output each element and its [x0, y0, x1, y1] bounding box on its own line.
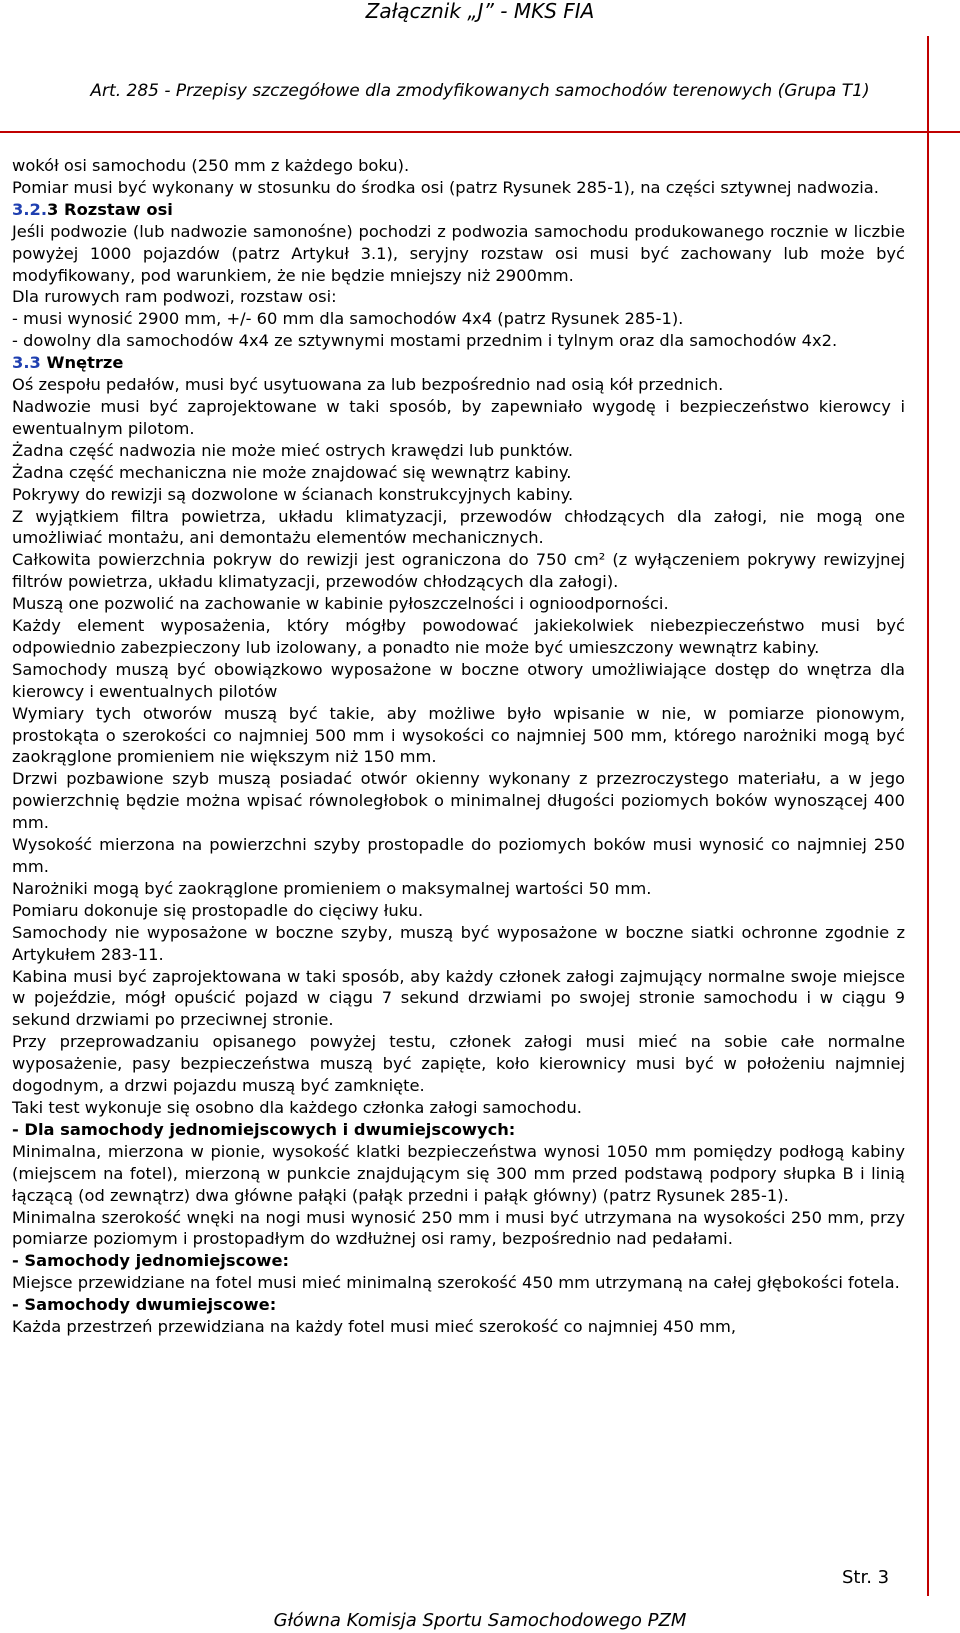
paragraph: Całkowita powierzchnia pokryw do rewizji jest ograniczona do 750 cm² (z wyłączeniem pokrywy rewizyjnej filtrów powietrza, układu klimatyzacji, przewodów chłodzących dla załogi).	[12, 550, 905, 592]
paragraph: Wymiary tych otworów muszą być takie, aby możliwe było wpisanie w nie, w pomiarze pionowym, prostokąta o szerokości co najmniej 500 mm i wysokości co najmniej 500 mm, którego narożniki mogą być zaokrąglone promieniem nie większym niż 150 mm.	[12, 703, 905, 767]
paragraph: Nadwozie musi być zaprojektowane w taki sposób, by zapewniało wygodę i bezpieczeństwo kierowcy i ewentualnym pilotom.	[12, 396, 905, 438]
paragraph: Drzwi pozbawione szyb muszą posiadać otwór okienny wykonany z przezroczystego materiału, a w jego powierzchnię będzie można wpisać równoległobok o minimalnej długości poziomych boków wynoszącej 400 mm.	[12, 769, 905, 833]
subheading-two-seat: - Samochody dwumiejscowe:	[12, 1295, 277, 1315]
section-heading-3-3	[12, 352, 905, 374]
paragraph: Samochody nie wyposażone w boczne szyby, muszą być wyposażone w boczne siatki ochronne zgodnie z Artykułem 283-11.	[12, 922, 905, 964]
subheading-single-and-two-seat: - Dla samochody jednomiejscowych i dwumiejscowych:	[12, 1119, 516, 1139]
paragraph: Wysokość mierzona na powierzchni szyby prostopadle do poziomych boków musi wynosić co najmniej 250 mm.	[12, 835, 905, 876]
section-number: 3.2.	[12, 199, 48, 219]
page-footer: Główna Komisja Sportu Samochodowego PZM	[273, 1610, 687, 1631]
paragraph: Muszą one pozwolić na zachowanie w kabinie pyłoszczelności i ognioodporności.	[12, 594, 669, 614]
paragraph: Oś zespołu pedałów, musi być usytuowana za lub bezpośrednio nad osią kół przednich.	[12, 375, 724, 395]
annex-title: Załącznik „J” - MKS FIA	[365, 0, 595, 23]
paragraph: Dla rurowych ram podwozi, rozstaw osi:	[12, 287, 337, 307]
paragraph: Każda przestrzeń przewidziana na każdy fotel musi mieć szerokość co najmniej 450 mm,	[12, 1317, 737, 1337]
paragraph: Przy przeprowadzaniu opisanego powyżej testu, członek załogi musi mieć na sobie całe normalne wyposażenie, pasy bezpieczeństwa muszą być zapięte, koło kierownicy musi być w położeniu najmniej dogodnym, a drzwi pojazdu muszą być zamknięte.	[12, 1032, 905, 1096]
paragraph: Jeśli podwozie (lub nadwozie samonośne) pochodzi z podwozia samochodu produkowanego rocznie w liczbie powyżej 1000 pojazdów (patrz Artykuł 3.1), seryjny rozstaw osi musi być zachowany lub może być modyfikowany, pod warunkiem, że nie będzie mniejszy niż 2900mm.	[12, 221, 905, 285]
section-heading-3-2-3	[12, 199, 905, 221]
document-body	[12, 155, 905, 1338]
paragraph: Taki test wykonuje się osobno dla każdego członka załogi samochodu.	[12, 1097, 582, 1117]
paragraph: Minimalna, mierzona w pionie, wysokość klatki bezpieczeństwa wynosi 1050 mm pomiędzy podłogą kabiny (miejscem na fotel), mierzoną w punkcie znajdującym się 300 mm przed podstawą podpory słupka B i linią łączącą (od zewnątrz) dwa główne pałąki (pałąk przedni i pałąk główny) (patrz Rysunek 285-1).	[12, 1141, 905, 1205]
paragraph: Pomiar musi być wykonany w stosunku do środka osi (patrz Rysunek 285-1), na części sztywnej nadwozia.	[12, 177, 879, 197]
paragraph: Pokrywy do rewizji są dozwolone w ścianach konstrukcyjnych kabiny.	[12, 484, 574, 504]
paragraph: Pomiaru dokonuje się prostopadle do cięciwy łuku.	[12, 900, 424, 920]
section-heading-text: 3 Rozstaw osi	[47, 199, 173, 219]
paragraph: - dowolny dla samochodów 4x4 ze sztywnymi mostami przednim i tylnym oraz dla samochodów 4x2.	[12, 331, 838, 351]
section-heading-text: Wnętrze	[40, 353, 124, 373]
paragraph: wokół osi samochodu (250 mm z każdego boku).	[12, 156, 410, 175]
header-rule-horizontal	[0, 131, 960, 133]
paragraph: Miejsce przewidziane na fotel musi mieć minimalną szerokość 450 mm utrzymaną na całej głębokości fotela.	[12, 1273, 900, 1293]
page-number: Str. 3	[842, 1567, 890, 1588]
paragraph: Samochody muszą być obowiązkowo wyposażone w boczne otwory umożliwiające dostęp do wnętrza dla kierowcy i ewentualnych pilotów	[12, 659, 905, 701]
subheading-single-seat: - Samochody jednomiejscowe:	[12, 1251, 289, 1271]
article-title: Art. 285 - Przepisy szczegółowe dla zmodyfikowanych samochodów terenowych (Grupa T1)	[90, 81, 870, 101]
paragraph: Żadna część nadwozia nie może mieć ostrych krawędzi lub punktów.	[12, 440, 574, 460]
paragraph: Narożniki mogą być zaokrąglone promieniem o maksymalnej wartości 50 mm.	[12, 878, 652, 898]
paragraph: Żadna część mechaniczna nie może znajdować się wewnątrz kabiny.	[12, 462, 572, 482]
section-number: 3.3	[12, 353, 41, 373]
paragraph: - musi wynosić 2900 mm, +/- 60 mm dla samochodów 4x4 (patrz Rysunek 285-1).	[12, 309, 684, 329]
paragraph: Z wyjątkiem filtra powietrza, układu klimatyzacji, przewodów chłodzących dla załogi, nie mogą one umożliwiać montażu, ani demontażu elementów mechanicznych.	[12, 506, 905, 548]
paragraph: Każdy element wyposażenia, który mógłby powodować jakiekolwiek niebezpieczeństwo musi być odpowiednio zabezpieczony lub izolowany, a ponadto nie może być umieszczony wewnątrz kabiny.	[12, 616, 905, 657]
paragraph: Minimalna szerokość wnęki na nogi musi wynosić 250 mm i musi być utrzymana na wysokości 250 mm, przy pomiarze poziomym i prostopadłym do wzdłużnej osi ramy, bezpośrednio nad pedałami.	[12, 1207, 905, 1249]
paragraph: Kabina musi być zaprojektowana w taki sposób, aby każdy członek załogi zajmujący normalne swoje miejsce w pojeździe, mógł opuścić pojazd w ciągu 7 sekund drzwiami po swojej stronie samochodu i w ciągu 9 sekund drzwiami po przeciwnej stronie.	[12, 966, 905, 1030]
margin-rule-vertical	[927, 36, 929, 1596]
